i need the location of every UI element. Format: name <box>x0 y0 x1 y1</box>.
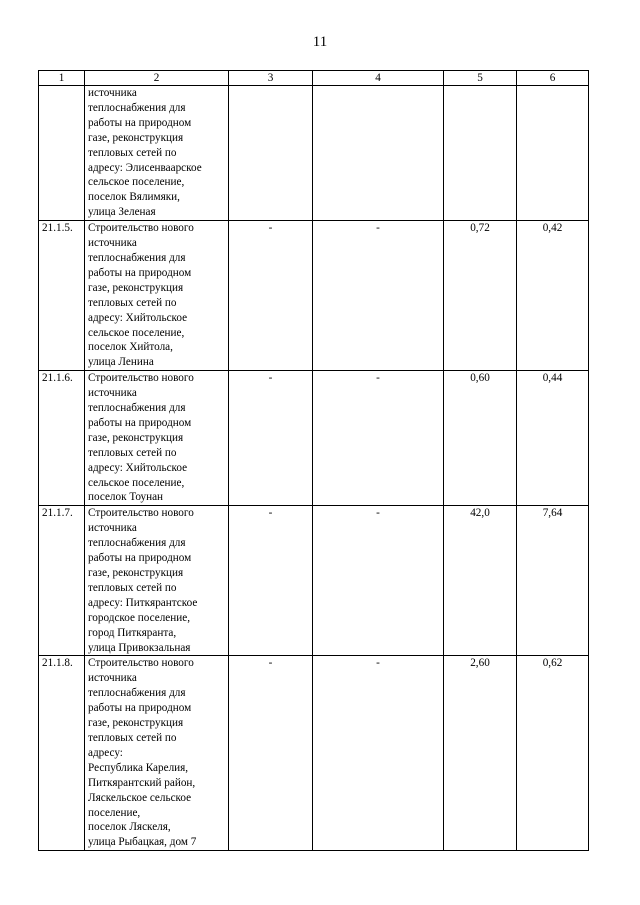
row-col-6: 0,62 <box>517 656 589 851</box>
row-description: Строительство нового источника теплоснабжения для работы на природном газе, реконструкция тепловых сетей по адресу: Республика Карелия, Питкярантский район, Ляскельское сельское поселение, поселок Ляскеля, улица Рыбацкая, дом 7 <box>85 656 229 851</box>
row-number: 21.1.8. <box>39 656 85 851</box>
header-row <box>39 71 589 86</box>
header-col-6: 6 <box>517 71 589 86</box>
row-col-6 <box>517 86 589 221</box>
row-col-5: 0,72 <box>444 221 517 371</box>
row-description: Строительство нового источника теплоснабжения для работы на природном газе, реконструкция тепловых сетей по адресу: Питкярантское городское поселение, город Питкяранта, улица Привокзальная <box>85 506 229 656</box>
row-col-4: - <box>313 506 444 656</box>
row-description: Строительство нового источника теплоснабжения для работы на природном газе, реконструкция тепловых сетей по адресу: Хийтольское сельское поселение, поселок Тоунан <box>85 371 229 506</box>
row-description: источника теплоснабжения для работы на природном газе, реконструкция тепловых сетей по адресу: Элисенваарское сельское поселение, поселок Вялимяки, улица Зеленая <box>85 86 229 221</box>
table-row <box>39 86 589 221</box>
table-row <box>39 371 589 506</box>
row-description: Строительство нового источника теплоснабжения для работы на природном газе, реконструкция тепловых сетей по адресу: Хийтольское сельское поселение, поселок Хийтола, улица Ленина <box>85 221 229 371</box>
row-col-5: 2,60 <box>444 656 517 851</box>
row-col-5: 42,0 <box>444 506 517 656</box>
row-col-6: 0,44 <box>517 371 589 506</box>
header-col-1: 1 <box>39 71 85 86</box>
row-col-5: 0,60 <box>444 371 517 506</box>
data-table <box>38 70 589 851</box>
row-col-4: - <box>313 221 444 371</box>
row-number: 21.1.7. <box>39 506 85 656</box>
header-col-4: 4 <box>313 71 444 86</box>
table-header <box>39 71 589 86</box>
header-col-5: 5 <box>444 71 517 86</box>
table-body <box>39 86 589 851</box>
row-col-5 <box>444 86 517 221</box>
row-col-3: - <box>229 506 313 656</box>
row-col-6: 0,42 <box>517 221 589 371</box>
page-number: 11 <box>312 34 328 50</box>
row-col-3 <box>229 86 313 221</box>
table-row <box>39 506 589 656</box>
row-number: 21.1.5. <box>39 221 85 371</box>
row-col-4: - <box>313 371 444 506</box>
row-col-3: - <box>229 656 313 851</box>
row-col-4: - <box>313 656 444 851</box>
row-number: 21.1.6. <box>39 371 85 506</box>
table-row <box>39 656 589 851</box>
row-col-3: - <box>229 371 313 506</box>
row-col-4 <box>313 86 444 221</box>
header-col-2: 2 <box>85 71 229 86</box>
row-col-3: - <box>229 221 313 371</box>
row-number <box>39 86 85 221</box>
table-row <box>39 221 589 371</box>
header-col-3: 3 <box>229 71 313 86</box>
row-col-6: 7,64 <box>517 506 589 656</box>
